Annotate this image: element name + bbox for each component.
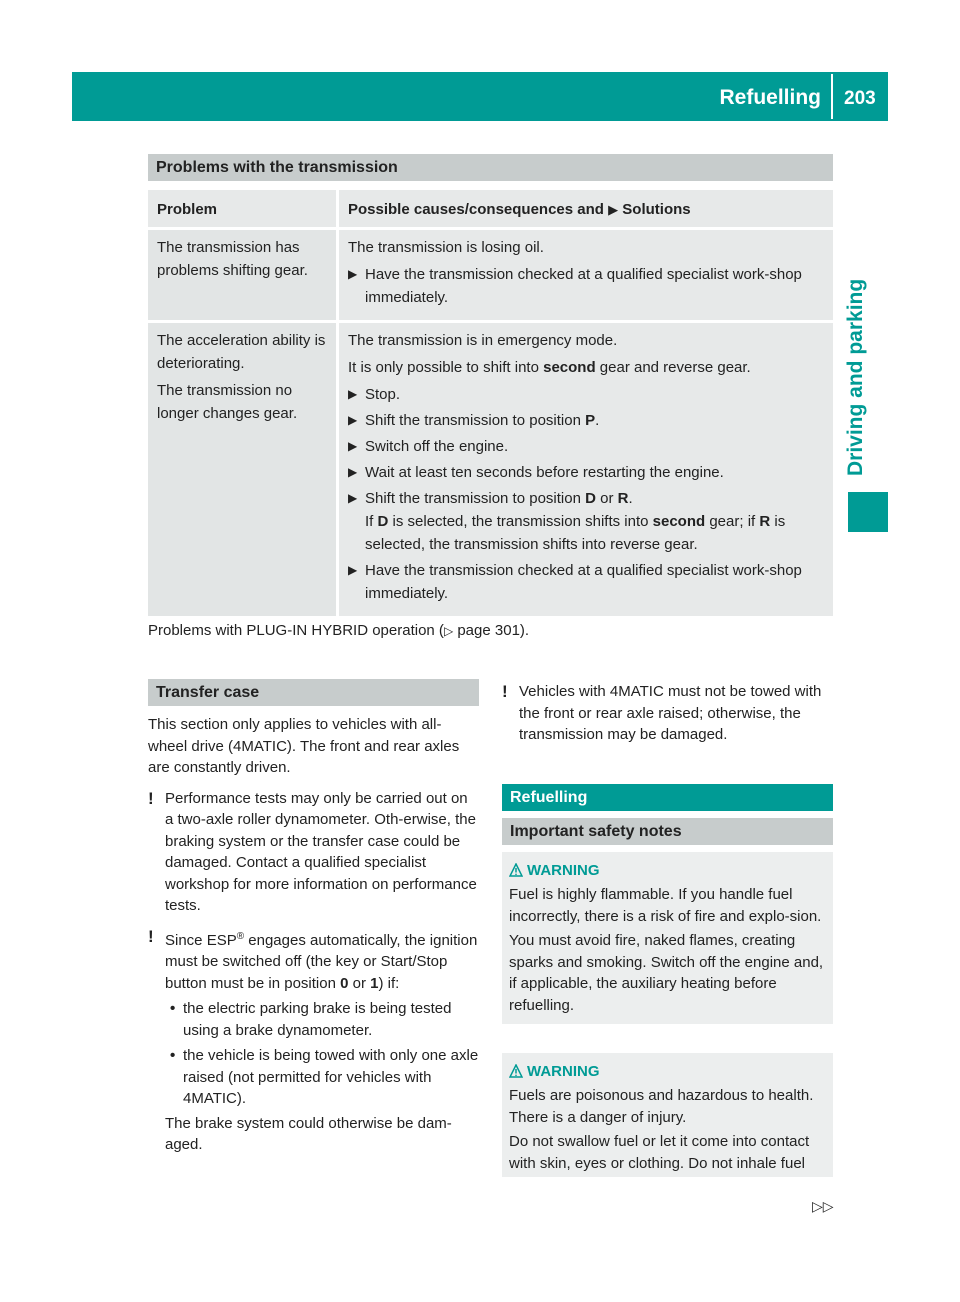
exclamation-icon: ! — [148, 926, 154, 946]
solution-cell — [339, 230, 833, 320]
step-text: Shift the transmission to position — [365, 412, 581, 429]
warning-title-text: WARNING — [527, 1063, 600, 1080]
step-text: Have the transmission checked at a qualified specialist work-shop immediately. — [365, 266, 802, 306]
text-span: ) if: — [378, 974, 400, 992]
problem-cell — [148, 323, 339, 616]
warning-paragraph: You must avoid fire, naked flames, creating sparks and smoking. Switch off the engine and, if applicable, the auxiliary heating before refuelling. — [509, 932, 824, 1014]
step-text: Switch off the engine. — [365, 438, 509, 455]
triangle-right-icon: ▶ — [348, 387, 358, 401]
warning-box-poison — [502, 1053, 833, 1177]
warning-box-fire — [502, 852, 833, 1024]
header-divider — [831, 74, 833, 119]
registered-mark: ® — [236, 930, 245, 942]
cause-text: The transmission is losing oil. — [348, 239, 544, 256]
warning-paragraph: Do not swallow fuel or let it come into contact with skin, eyes or clothing. Do not inhale fuel — [509, 1133, 810, 1172]
transmission-heading — [148, 154, 833, 181]
chapter-title: Refuelling — [719, 86, 821, 109]
triangle-right-icon: ▶ — [348, 267, 358, 281]
safety-notes-heading — [502, 818, 833, 845]
triangle-right-icon: ▶ — [608, 202, 619, 217]
notice-esp — [148, 926, 480, 1156]
text-span: R — [759, 513, 771, 530]
warning-title — [509, 1061, 825, 1083]
page-ref-icon: ▷ — [443, 624, 454, 638]
text-span: gear and reverse gear. — [599, 359, 751, 376]
text-span: page 301). — [457, 622, 530, 639]
text-span: engages automatically, the ignition must be switched off (the key or Start/Stop button must be in position — [165, 931, 478, 992]
step-text: Have the transmission checked at a qualified specialist work-shop immediately. — [365, 562, 802, 602]
step-text: Wait at least ten seconds before restarting the engine. — [365, 464, 724, 481]
problem-cell — [148, 230, 339, 320]
col-problem: Problem — [148, 190, 339, 227]
notice-text: Performance tests may only be carried out on a two-axle roller dynamometer. Oth-erwise, the braking system or the transfer case could be damaged. Contact a qualified specialist workshop for more information on performance tests. — [165, 789, 477, 914]
text-span: or — [600, 490, 614, 507]
warning-paragraph: Fuel is highly flammable. If you handle fuel incorrectly, there is a risk of fire and explo-sion. — [509, 886, 822, 925]
text-span: second — [543, 359, 596, 376]
warning-paragraph: Fuels are poisonous and hazardous to health. There is a danger of injury. — [509, 1087, 814, 1126]
side-tab-label: Driving and parking — [844, 278, 867, 476]
text-span: D — [377, 513, 389, 530]
refuelling-heading-text: Refuelling — [510, 789, 588, 806]
notice-text: Vehicles with 4MATIC must not be towed with the front or rear axle raised; otherwise, the transmission may be damaged. — [519, 683, 822, 743]
transfer-case-body — [148, 714, 480, 1156]
exclamation-icon: ! — [502, 682, 508, 701]
transfer-intro: This section only applies to vehicles with all-wheel drive (4MATIC). The front and rear axles are constantly driven. — [148, 716, 460, 776]
triangle-right-icon: ▶ — [348, 465, 358, 479]
warning-title — [509, 860, 825, 882]
text-span: D — [585, 490, 596, 507]
bullet-icon: • — [170, 1000, 176, 1017]
safety-notes-heading-text: Important safety notes — [510, 823, 682, 840]
bullet-text: the electric parking brake is being tested using a brake dynamometer. — [183, 1000, 452, 1039]
text-span: P — [585, 412, 596, 429]
text-span: second — [652, 513, 706, 530]
step-text: Shift the transmission to position — [365, 490, 581, 507]
warning-title-text: WARNING — [527, 862, 600, 879]
step-text: Stop. — [365, 386, 401, 403]
col-solutions-label: Possible causes/consequences and — [348, 201, 604, 218]
text-span: Since ESP — [165, 931, 237, 949]
list-item — [165, 1045, 480, 1110]
text-span: R — [617, 490, 629, 507]
step-item: ▶ Shift the transmission to position P. — [348, 409, 825, 432]
text-span: gear; if — [709, 513, 756, 530]
col-solutions-label-b: Solutions — [622, 201, 691, 218]
text-span: If — [365, 513, 374, 530]
text-span: 0 — [340, 974, 349, 992]
triangle-right-icon: ▶ — [348, 413, 358, 427]
warning-triangle-icon — [509, 863, 523, 877]
step-item — [348, 435, 825, 458]
transmission-table — [148, 187, 833, 619]
bullet-icon: • — [170, 1047, 176, 1064]
text-span: 1 — [370, 974, 379, 992]
page-number: 203 — [844, 88, 876, 109]
transfer-case-heading — [148, 679, 479, 706]
list-item — [165, 998, 480, 1041]
col-solutions — [339, 190, 833, 227]
step-item — [348, 559, 825, 605]
text-span: It is only possible to shift into — [348, 359, 539, 376]
table-row — [148, 323, 833, 616]
closing-text: The brake system could otherwise be dam-aged. — [165, 1114, 452, 1153]
transmission-heading-text: Problems with the transmission — [156, 159, 398, 176]
shift-text — [348, 356, 825, 379]
exclamation-icon: ! — [148, 788, 154, 808]
problem-text: The acceleration ability is deteriorating. — [157, 332, 326, 372]
refuelling-heading — [502, 784, 833, 811]
text-span: Problems with PLUG-IN HYBRID operation ( — [148, 622, 444, 639]
plugin-hybrid-note — [148, 620, 833, 643]
step-item — [348, 263, 825, 309]
text-span: or — [352, 974, 366, 992]
notice-towing — [502, 681, 834, 746]
cause-text: The transmission is in emergency mode. — [348, 332, 618, 349]
continued-arrows-icon: ▷▷ — [812, 1198, 834, 1214]
triangle-right-icon: ▶ — [348, 439, 358, 453]
table-header-row — [148, 190, 833, 227]
table-row — [148, 230, 833, 320]
warning-triangle-icon — [509, 1064, 523, 1078]
notice-performance-tests — [148, 788, 480, 917]
step-item — [348, 461, 825, 484]
problem-text: The transmission no longer changes gear. — [157, 382, 298, 422]
triangle-right-icon: ▶ — [348, 563, 358, 577]
text-span: is selected, the transmission shifts into — [392, 513, 649, 530]
solution-cell — [339, 323, 833, 616]
text-span: is selected, the transmission shifts into reverse gear. — [365, 513, 786, 553]
step-item: ▶ Shift the transmission to position D or R. If D is selected, the transmission shifts into second gear; if R is selected, the transmission shifts into reverse gear. — [348, 487, 825, 556]
bullet-text: the vehicle is being towed with only one axle raised (not permitted for vehicles with 4MATIC). — [183, 1047, 479, 1107]
problem-text: The transmission has problems shifting gear. — [157, 239, 308, 279]
triangle-right-icon: ▶ — [348, 491, 358, 505]
step-item — [348, 383, 825, 406]
transfer-case-heading-text: Transfer case — [156, 684, 260, 701]
side-tab-marker — [848, 492, 888, 532]
